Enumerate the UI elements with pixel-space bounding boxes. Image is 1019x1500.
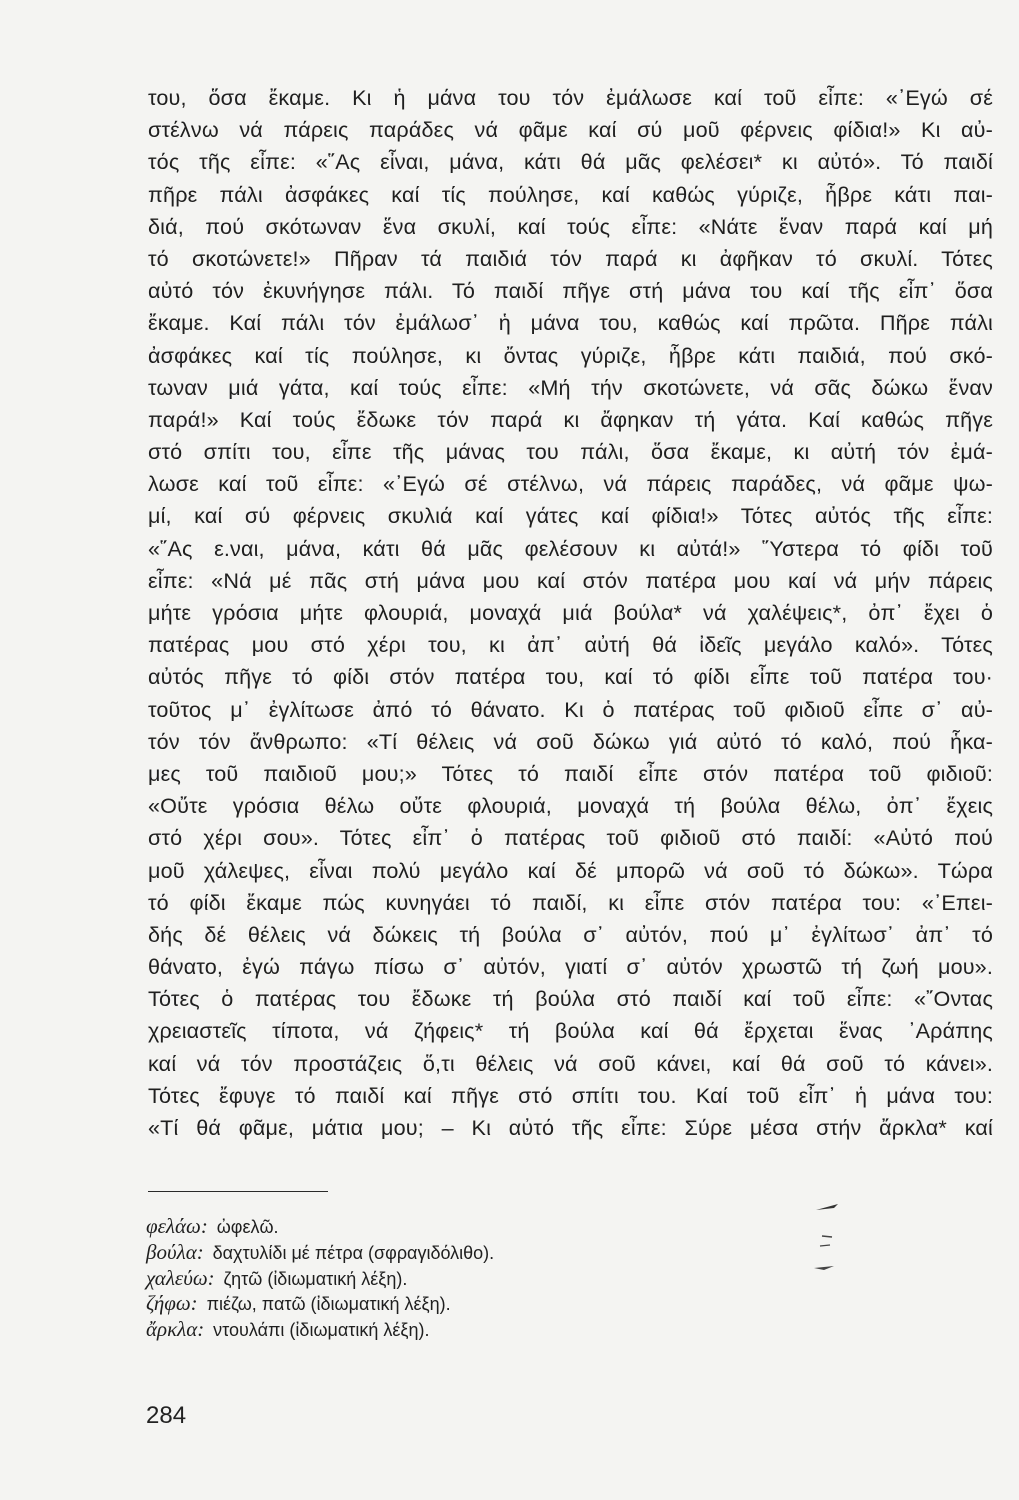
text-line: χρειαστεῖς τίποτα, νά ζήφεις* τή βούλα καί θά ἔρχεται ἕνας ᾿Αράπης [148, 1018, 993, 1044]
text-line: τό φίδι ἔκαμε πώς κυνηγάει τό παιδί, κι εἶπε στόν πατέρα του: «᾿Επει- [148, 889, 993, 915]
footnote-term: ἄρκλα: [146, 1317, 205, 1342]
text-line: Τότες ἔφυγε τό παιδί καί πῆγε στό σπίτι του. Καί τοῦ εἶπ᾿ ἡ μάνα του: [148, 1082, 993, 1108]
footnote-definition: ντουλάπι (ἰδιωματική λέξη). [213, 1320, 430, 1341]
footnote [146, 1266, 746, 1292]
text-line: τό σκοτώνετε!» Πῆραν τά παιδιά τόν παρά κι ἀφῆκαν τό σκυλί. Τότες [148, 245, 993, 271]
text-line: τόν τόν ἄνθρωπο: «Τί θέλεις νά σοῦ δώκω γιά αὐτό τό καλό, πού ἧκα- [148, 728, 993, 754]
footnote [146, 1214, 746, 1240]
text-line: θάνατο, ἐγώ πάγω πίσω σ᾿ αὐτόν, γιατί σ᾿ αὐτόν χρωστῶ τή ζωή μου». [148, 954, 993, 980]
text-line: τός τῆς εἶπε: «῞Ας εἶναι, μάνα, κάτι θά μᾶς φελέσει* κι αὐτό». Τό παιδί [148, 149, 993, 175]
text-line: μες τοῦ παιδιοῦ μου;» Τότες τό παιδί εἶπε στόν πατέρα τοῦ φιδιοῦ: [148, 760, 993, 786]
text-line: μοῦ χάλεψες, εἶναι πολύ μεγάλο καί δέ μπορῶ νά σοῦ τό δώκω». Τώρα [148, 857, 993, 883]
text-line: πῆρε πάλι ἀσφάκες καί τίς πούλησε, καί καθώς γύριζε, ἧβρε κάτι παι- [148, 181, 993, 207]
footnote [146, 1291, 746, 1317]
text-line: μί, καί σύ φέρνεις σκυλιά καί γάτες καί φίδια!» Τότες αὐτός τῆς εἶπε: [148, 503, 993, 529]
text-line: του, ὅσα ἔκαμε. Κι ἡ μάνα του τόν ἐμάλωσε καί τοῦ εἶπε: «᾿Εγώ σέ [148, 85, 993, 110]
footnote [146, 1317, 746, 1343]
footnote [146, 1240, 746, 1266]
text-line: πατέρας μου στό χέρι του, κι ἀπ᾿ αὐτή θά ἰδεῖς μεγάλο καλό». Τότες [148, 632, 993, 658]
text-line: στό χέρι σου». Τότες εἶπ᾿ ὁ πατέρας τοῦ φιδιοῦ στό παιδί: «Αὐτό πού [148, 825, 993, 851]
footnotes [146, 1214, 746, 1343]
text-line: ἔκαμε. Καί πάλι τόν ἐμάλωσ᾿ ἡ μάνα του, καθώς καί πρῶτα. Πῆρε πάλι [148, 310, 993, 336]
text-line: τοῦτος μ᾿ ἐγλίτωσε ἀπό τό θάνατο. Κι ὁ πατέρας τοῦ φιδιοῦ εἶπε σ᾿ αὐ- [148, 696, 993, 722]
text-line: αὐτός πῆγε τό φίδι στόν πατέρα του, καί τό φίδι εἶπε τοῦ πατέρα του· [148, 664, 993, 690]
footnote-term: χαλεύω: [146, 1265, 215, 1290]
footnote-definition: ζητῶ (ἰδιωματική λέξη). [223, 1268, 408, 1289]
text-line: «Οὔτε γρόσια θέλω οὔτε φλουριά, μοναχά τή βούλα θέλω, ὀπ᾿ ἔχεις [148, 793, 993, 819]
text-line: δής δέ θέλεις νά δώκεις τή βούλα σ᾿ αὐτόν, πού μ᾿ ἐγλίτωσ᾿ ἀπ᾿ τό [148, 921, 993, 947]
footnote-divider [148, 1191, 328, 1192]
text-line: λωσε καί τοῦ εἶπε: «᾿Εγώ σέ στέλνω, νά πάρεις παράδες, νά φᾶμε ψω- [148, 471, 993, 497]
footnote-term: φελάω: [146, 1214, 208, 1238]
story-text [148, 82, 993, 1144]
text-line: παρά!» Καί τούς ἔδωκε τόν παρά κι ἄφηκαν τή γάτα. Καί καθώς πῆγε [148, 406, 993, 432]
footnote-term: βούλα: [146, 1239, 204, 1264]
text-line: «῞Ας ε.ναι, μάνα, κάτι θά μᾶς φελέσουν κι αὐτά!» ῞Υστερα τό φίδι τοῦ [148, 535, 993, 561]
text-line: στέλνω νά πάρεις παράδες νά φᾶμε καί σύ μοῦ φέρνεις φίδια!» Κι αὐ- [148, 117, 993, 143]
page-number: 284 [146, 1402, 187, 1429]
text-line: ἀσφάκες καί τίς πούλησε, κι ὄντας γύριζε, ἧβρε κάτι παιδιά, πού σκό- [148, 342, 993, 368]
footnote-definition: ὠφελῶ. [216, 1217, 279, 1237]
text-line: αὐτό τόν ἐκυνήγησε πάλι. Τό παιδί πῆγε στή μάνα του καί τῆς εἶπ᾿ ὅσα [148, 278, 993, 304]
text-line: διά, πού σκότωναν ἕνα σκυλί, καί τούς εἶπε: «Νάτε ἕναν παρά καί μή [148, 213, 993, 239]
text-line: καί νά τόν προστάζεις ὅ,τι θέλεις νά σοῦ κάνει, καί θά σοῦ τό κάνει». [148, 1050, 993, 1076]
text-line: τωναν μιά γάτα, καί τούς εἶπε: «Μή τήν σκοτώνετε, νά σᾶς δώκω ἕναν [148, 374, 993, 400]
text-line: «Τί θά φᾶμε, μάτια μου; – Κι αὐτό τῆς εἶπε: Σύρε μέσα στήν ἄρκλα* καί [148, 1115, 993, 1140]
text-line: στό σπίτι του, εἶπε τῆς μάνας του πάλι, ὅσα ἔκαμε, κι αὐτή τόν ἐμά- [148, 439, 993, 465]
text-line: εἶπε: «Νά μέ πᾶς στή μάνα μου καί στόν πατέρα μου καί νά μήν πάρεις [148, 567, 993, 593]
footnote-definition: πιέζω, πατῶ (ἰδιωματική λέξη). [206, 1294, 451, 1315]
scan-mark [808, 1196, 848, 1276]
text-line: μήτε γρόσια μήτε φλουριά, μοναχά μιά βούλα* νά χαλέψεις*, ὀπ᾿ ἔχει ὁ [148, 600, 993, 625]
footnote-definition: δαχτυλίδι μέ πέτρα (σφραγιδόλιθο). [212, 1242, 495, 1263]
footnote-term: ζήφω: [146, 1291, 198, 1316]
text-line: Τότες ὁ πατέρας του ἔδωκε τή βούλα στό παιδί καί τοῦ εἶπε: «῎Οντας [148, 986, 993, 1012]
